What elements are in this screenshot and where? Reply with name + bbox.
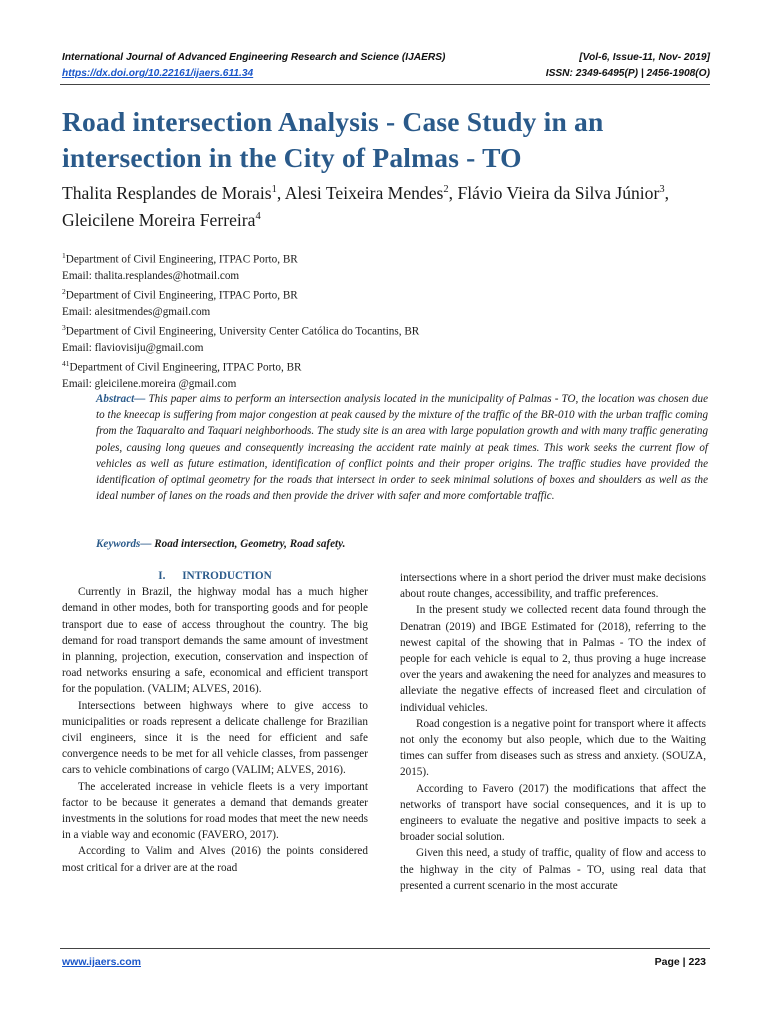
abstract: [96, 391, 708, 504]
abstract-text: This paper aims to perform an intersection analysis located in the municipality of Palmas - TO, the location was chosen due to the kneecap is suffering from major congestion at peak caused by the mixture of the traffic of the BR-010 with the urban traffic coming from the Taquaralto and Taquari neighborhoods. The study site is an area with large population growth and with many traffic generating poles, causing long queues and consequently increasing the accident rate mainly at peak times. This work seeks the current flow of vehicles as well as future estimation, identification of conflict points and their proper origins. The traffic studies have provided the identification of optimal geometry for the roads that intersect in order to seek minimal solutions of boxes and shoulders as well as the ideal number of lanes on the roads and then provide the driver with safer and more comfortable traffic.: [96, 393, 708, 503]
affiliation-line: $^1$Department of Civil Engineering, ITPAC Porto, BR: [62, 251, 298, 266]
paragraph: Currently in Brazil, the highway modal has a much higher demand in other modes, both for transporting goods and for people transport due to ease of access throughout the country. The big demand for road transport demands the same amount of investment in planning, projection, execution, conservation and inspection of road networks ensuring a safe, economical and efficient transport for the population. (VALIM; ALVES, 2016).: [62, 586, 368, 696]
affiliation-line: $^2$Department of Civil Engineering, ITPAC Porto, BR: [62, 287, 298, 302]
author-name: Flávio Vieira da Silva Júnior: [457, 182, 660, 203]
section-heading: I. INTRODUCTION: [158, 570, 272, 582]
issn-info: ISSN: 2349-6495(P) | 2456-1908(O): [545, 68, 710, 79]
volume-info: [Vol-6, Issue-11, Nov- 2019]: [579, 52, 710, 63]
left-column: [62, 568, 368, 876]
affiliation-line: $^3$Department of Civil Engineering, University Center Católica do Tocantins, BR: [62, 323, 420, 339]
email-line: Email: thalita.resplandes@hotmail.com: [62, 269, 240, 282]
paragraph: The accelerated increase in vehicle fleets is a very important factor to be because it generates a demand that demands greater investments in the solutions for road modes that meet the new needs in a viable way and economic (FAVERO, 2017).: [62, 780, 368, 842]
affiliation-line: $^{41}$Department of Civil Engineering, ITPAC Porto, BR: [62, 359, 302, 375]
abstract-label: Abstract—: [96, 393, 146, 405]
author-sup: 2: [443, 184, 449, 195]
paragraph: According to Favero (2017) the modifications that affect the networks of transport have social consequences, and it is up to engineers to evaluate the negative and positive impacts to seek a broader social solution.: [400, 782, 706, 844]
keywords: [96, 538, 345, 550]
right-column: [400, 570, 706, 894]
journal-website-link[interactable]: www.ijaers.com: [62, 956, 141, 968]
paper-title: Road intersection Analysis - Case Study in an intersection in the City of Palmas - TO: [62, 106, 604, 173]
keywords-text: Road intersection, Geometry, Road safety.: [151, 538, 346, 550]
journal-name: International Journal of Advanced Engineering Research and Science (IJAERS): [62, 52, 446, 63]
email-line: Email: flaviovisiju@gmail.com: [62, 342, 204, 355]
page-number: Page | 223: [654, 956, 706, 968]
paragraph: According to Valim and Alves (2016) the points considered most critical for a driver are at the road: [62, 845, 368, 874]
keywords-label: Keywords—: [96, 538, 152, 550]
author-name: Thalita Resplandes de Morais: [62, 182, 272, 203]
footer-rule: [60, 948, 710, 949]
affiliations: [62, 248, 702, 393]
doi-link[interactable]: https://dx.doi.org/10.22161/ijaers.611.34: [62, 68, 254, 79]
header-rule: [60, 84, 710, 85]
author-sup: 1: [271, 184, 277, 195]
author-sup: 4: [255, 210, 261, 222]
paragraph: Intersections between highways where to give access to municipalities or roads represent a delicate challenge for Brazilian civil engineers, since it is the need for efficient and safe convergence needs to be met for all vehicle classes, from passenger cars to vehicle combinations of cargo (VALIM; ALVES, 2016).: [62, 699, 368, 777]
doi-header: [62, 68, 710, 79]
paragraph: Given this need, a study of traffic, quality of flow and access to the highway in the city of Palmas - TO, using real data that presented a current scenario in the most accurate: [400, 847, 706, 892]
paragraph: intersections where in a short period the driver must make decisions about route changes, accessibility, and traffic preferences.: [400, 572, 706, 601]
paragraph: In the present study we collected recent data found through the Denatran (2019) and IBGE Estimated for (2018), referring to the newest capital of the showing that in Palmas - TO the index of people for each vehicle is equal to 2, thus proving a huge increase over the years and awakening the need for analyzes and measures to alleviate the negative effects of increased fleet and circulation of individual vehicles.: [400, 604, 706, 714]
paragraph: Road congestion is a negative point for transport where it affects not only the economy but also people, which due to the Waiting times can suffer from diseases such as stress and anxiety. (SOUZA, 2015).: [400, 717, 706, 779]
author-name: Gleicilene Moreira Ferreira: [62, 209, 256, 230]
email-line: Email: alesitmendes@gmail.com: [62, 306, 211, 319]
author-name: Alesi Teixeira Mendes: [284, 182, 444, 203]
author-sup: 3: [659, 184, 665, 195]
author-list: Thalita Resplandes de Morais$^1$, Alesi Teixeira Mendes$^2$, Flávio Vieira da Silva Júnior$^3$, Gleicilene Moreira Ferreira$^4$: [62, 182, 669, 230]
email-line: Email: gleicilene.moreira @gmail.com: [62, 378, 237, 391]
journal-header: [62, 52, 710, 63]
